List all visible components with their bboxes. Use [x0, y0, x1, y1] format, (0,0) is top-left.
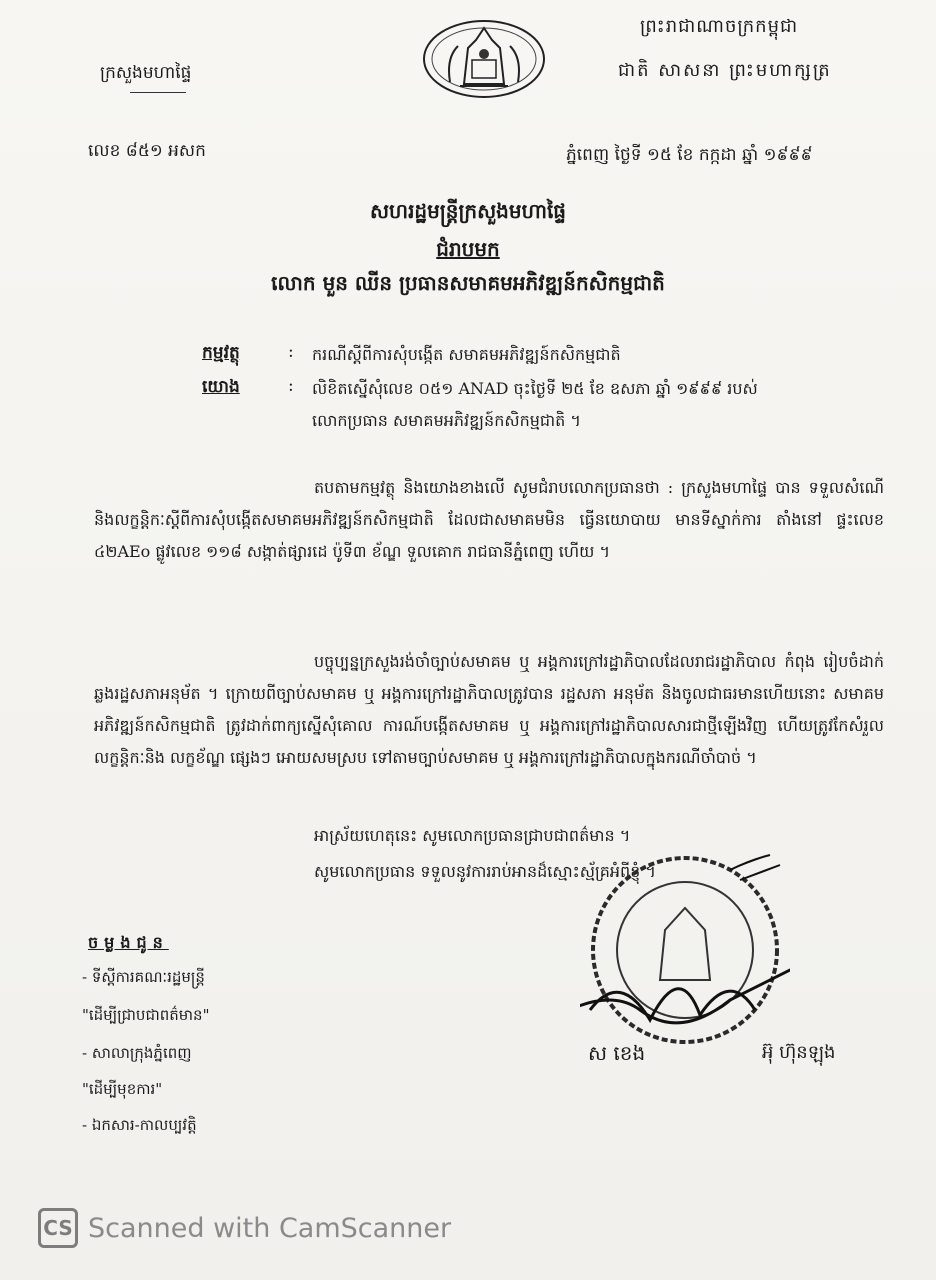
signer-initials: ស ខេង — [588, 1041, 646, 1065]
camscanner-logo-icon: CS — [38, 1208, 78, 1248]
reference-number: លេខ ៨៥១ អសក — [88, 141, 206, 161]
letter-date: ភ្នំពេញ ថ្ងៃទី ១៥ ខែ កក្កដា ឆ្នាំ ១៩៩៩ — [566, 145, 813, 165]
subject-text: ករណីស្តីពីការសុំបង្កើត សមាគមអភិវឌ្ឍន៍កសិកម្មជាតិ — [312, 345, 621, 364]
reference-label: យោង — [202, 377, 240, 397]
cc-item: - ទីស្តីការគណៈរដ្ឋមន្ត្រី — [82, 968, 205, 986]
kingdom-heading: ព្រះរាជាណាចក្រកម្ពុជា — [640, 16, 799, 37]
subject-label: កម្មវត្ថុ — [202, 343, 240, 363]
cc-item: - សាលាក្រុងភ្នំពេញ — [82, 1044, 192, 1062]
addressed-to-label: ជំរាបមក — [436, 237, 500, 261]
cc-item: "ដើម្បីជ្រាបជាពត៌មាន" — [82, 1006, 210, 1024]
scanner-watermark — [38, 1206, 451, 1250]
reference-text-line2: លោកប្រធាន សមាគមអភិវឌ្ឍន៍កសិកម្មជាតិ ។ — [312, 411, 581, 430]
divider — [130, 92, 186, 93]
cc-item: - ឯកសារ-កាលប្បវត្តិ — [82, 1116, 197, 1134]
cc-item: "ដើម្បីមុខការ" — [82, 1080, 163, 1098]
reference-text-line1: លិខិតស្នើសុំលេខ ០៥១ ANAD ចុះថ្ងៃទី ២៥ ខែ ឧសភា ឆ្នាំ ១៩៩៩ របស់ — [312, 379, 758, 398]
recipient-line: លោក មួន ឈីន ប្រធានសមាគមអភិវឌ្ឍន៍កសិកម្មជាតិ — [271, 271, 665, 295]
closing-line-1: អាស្រ័យហេតុនេះ សូមលោកប្រធានជ្រាបជាពត៌មាន ។ — [314, 826, 631, 845]
royal-emblem-icon — [420, 18, 548, 100]
sender-title: សហរដ្ឋមន្ត្រីក្រសួងមហាផ្ទៃ — [370, 199, 566, 223]
signer-name: អ៊ុ ហ៊ុនឡុង — [762, 1042, 836, 1063]
camscanner-text: Scanned with CamScanner — [88, 1212, 452, 1244]
body-paragraph-2: បច្ចុប្បន្នក្រសួងរង់ចាំច្បាប់សមាគម ឬ អង្គការក្រៅរដ្ឋាភិបាលដែលរាជរដ្ឋាភិបាល កំពុង រៀបចំដាក់ឆ្លងរដ្ឋសភាអនុម័ត ។ ក្រោយពីច្បាប់សមាគម ឬ អង្គការក្រៅរដ្ឋាភិបាលត្រូវបាន រដ្ឋសភា អនុម័ត និងចូលជាធរមានហើយនោះ សមាគមអភិវឌ្ឍន៍កសិកម្មជាតិ ត្រូវដាក់ពាក្យស្នើសុំគោល ការណ៍បង្កើតសមាគម ឬ អង្គការក្រៅរដ្ឋាភិបាលសារជាថ្មីឡើងវិញ ហើយត្រូវកែសំរួលលក្ខន្តិកៈនិង លក្ខខ័ណ្ឌ ផ្សេងៗ អោយសមស្រប ទៅតាមច្បាប់សមាគម ឬ អង្គការក្រៅរដ្ឋាភិបាលក្នុងករណីចាំបាច់ ។ — [94, 652, 884, 767]
official-seal-and-signature — [580, 850, 790, 1060]
national-motto: ជាតិ សាសនា ព្រះមហាក្សត្រ — [618, 60, 832, 81]
subject-colon: : — [288, 342, 294, 362]
copy-to-heading: ចម្លងជូន — [88, 933, 169, 952]
closing-line-2: សូមលោកប្រធាន ទទួលនូវការរាប់អានដ៏ស្មោះស្ម័គ្រអំពីខ្ញុំ ។ — [314, 862, 656, 881]
body-paragraph-1: តបតាមកម្មវត្ថុ និងយោងខាងលើ សូមជំរាបលោកប្រធានថា : ក្រសួងមហាផ្ទៃ បាន ទទួលសំណើនិងលក្ខន្តិកៈស្តីពីការសុំបង្កើតសមាគមអភិវឌ្ឍន៍កសិកម្មជាតិ ដែលជាសមាគមមិន ធ្វើនយោបាយ មានទីស្នាក់ការ តាំងនៅ ផ្ទះលេខ ៤២AEo ផ្លូវលេខ ១១៨ សង្កាត់ផ្សារដេ ប៉ូទី៣ ខ័ណ្ឌ ទួលគោក រាជធានីភ្នំពេញ ហើយ ។ — [94, 478, 884, 561]
reference-colon: : — [288, 376, 294, 396]
issuing-ministry: ក្រសួងមហាផ្ទៃ — [100, 63, 192, 83]
